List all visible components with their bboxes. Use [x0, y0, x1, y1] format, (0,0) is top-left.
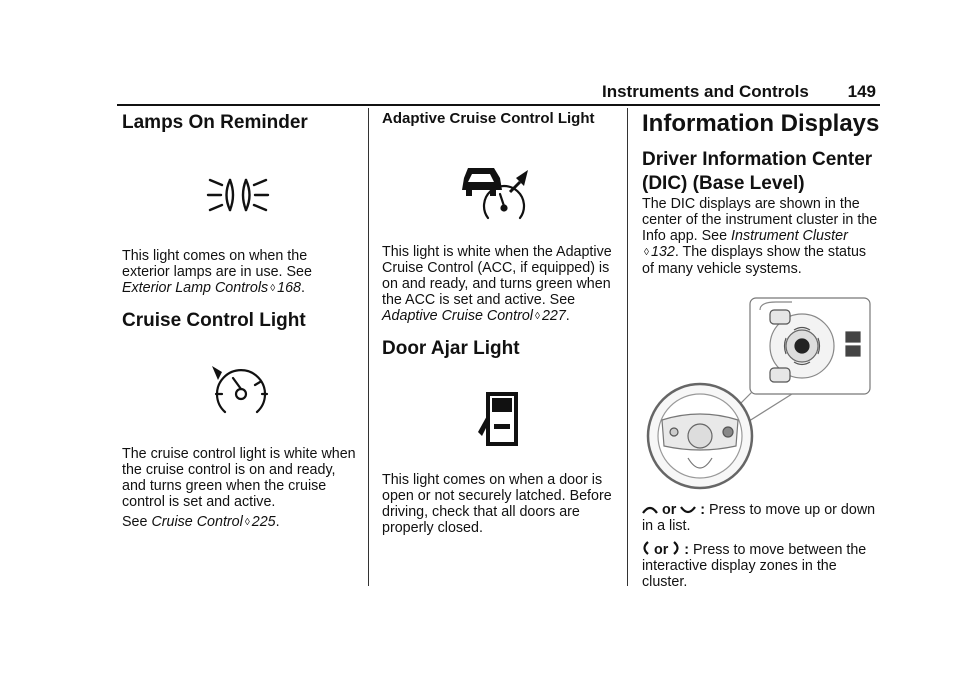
dic-heading-line1: Driver Information Center [642, 149, 873, 170]
adaptive-cruise-icon [460, 164, 532, 222]
page-ref[interactable]: 227 [541, 308, 566, 324]
page-ref[interactable]: 168 [277, 280, 302, 296]
page-ref-arrow-icon: ◊ [644, 247, 649, 258]
cruise-control-link[interactable]: Cruise Control [151, 514, 243, 530]
leftright-description: Press to move between the interactive display zones in the cluster. [642, 542, 867, 590]
section-title: Instruments and Controls [602, 82, 809, 101]
down-arrow-icon [680, 505, 696, 515]
colon-label: : [700, 502, 706, 518]
page-ref-arrow-icon: ◊ [534, 311, 540, 322]
header-rule [117, 104, 880, 106]
or-label: or [661, 502, 677, 518]
right-bracket-icon [672, 541, 680, 555]
cruise-control-body: The cruise control light is white when the cruise control is on and ready, and turns green when the cruise control is set and active. [122, 446, 356, 510]
adaptive-cruise-heading: Adaptive Cruise Control Light [382, 110, 595, 127]
page-ref-arrow-icon: ◊ [270, 283, 276, 294]
colon-label: : [684, 542, 690, 558]
exterior-lamp-controls-link[interactable]: Exterior Lamp Controls [122, 280, 269, 296]
page-ref[interactable]: 132 [650, 244, 675, 260]
dic-body-end: . The displays show the status of many vehicle systems. [642, 244, 867, 277]
page-number: 149 [847, 82, 876, 101]
cruise-control-heading: Cruise Control Light [122, 310, 306, 331]
updown-description: Press to move up or down in a list. [642, 502, 876, 534]
dic-body: The DIC displays are shown in the center of the instrument cluster in the Info app. See [642, 196, 878, 244]
information-displays-heading: Information Displays [642, 110, 880, 137]
door-ajar-heading: Door Ajar Light [382, 338, 520, 359]
column-divider [368, 108, 369, 586]
instrument-cluster-link[interactable]: Instrument Cluster [731, 228, 848, 244]
up-arrow-icon [642, 505, 658, 515]
door-ajar-body: This light comes on when a door is open or not securely latched. Before driving, check that all doors are properly closed. [382, 472, 612, 536]
see-label: See [122, 514, 148, 530]
door-ajar-icon [476, 392, 520, 446]
lamps-on-body: This light comes on when the exterior lamps are in use. See [122, 248, 312, 280]
steering-wheel-controls-illustration [642, 296, 874, 492]
lamps-on-icon [206, 174, 270, 216]
or-label: or [653, 542, 669, 558]
left-bracket-icon [642, 541, 650, 555]
cruise-control-icon [210, 364, 270, 418]
dic-heading-line2: (DIC) (Base Level) [642, 173, 805, 194]
lamps-on-reminder-heading: Lamps On Reminder [122, 112, 308, 133]
adaptive-cruise-body: This light is white when the Adaptive Cruise Control (ACC, if equipped) is on and ready, and turns green when the ACC is set and active. See [382, 244, 612, 308]
page-ref-arrow-icon: ◊ [244, 517, 250, 528]
dic-heading [642, 148, 872, 196]
adaptive-cruise-control-link[interactable]: Adaptive Cruise Control [382, 308, 533, 324]
column-divider [627, 108, 628, 586]
page-ref[interactable]: 225 [251, 514, 276, 530]
